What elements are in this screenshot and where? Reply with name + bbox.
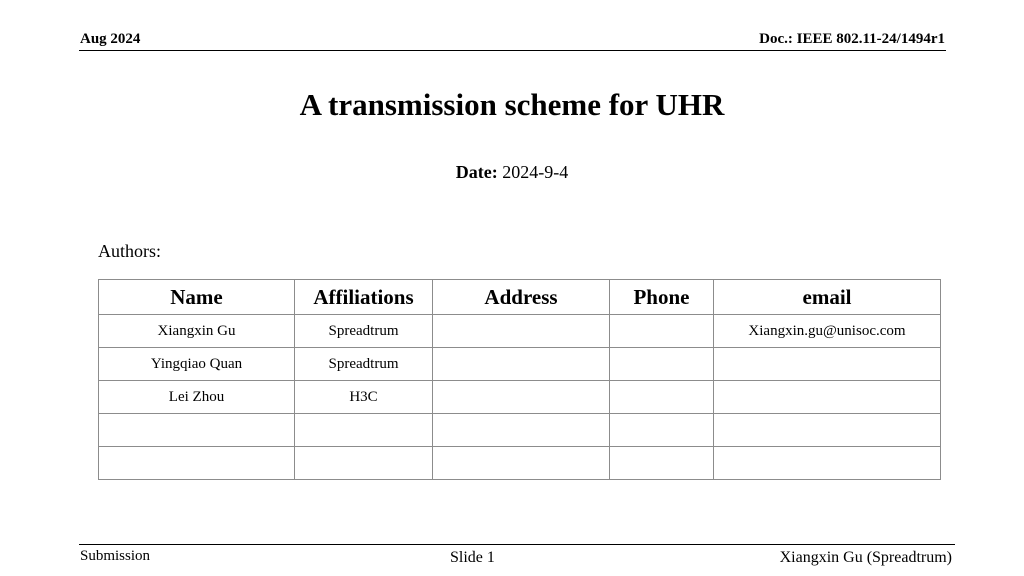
header-divider bbox=[79, 50, 946, 51]
header-date: Aug 2024 bbox=[80, 31, 141, 47]
footer-slide-number: Slide 1 bbox=[450, 549, 495, 566]
cell-address bbox=[433, 348, 610, 381]
cell-name: Lei Zhou bbox=[99, 381, 295, 414]
table-row bbox=[99, 447, 941, 480]
cell-phone bbox=[610, 414, 714, 447]
column-header-email: email bbox=[714, 280, 941, 315]
cell-affiliation: Spreadtrum bbox=[295, 348, 433, 381]
table-header-row bbox=[99, 280, 941, 315]
authors-table bbox=[98, 279, 941, 480]
cell-affiliation bbox=[295, 414, 433, 447]
date-line bbox=[0, 162, 1024, 183]
cell-email: Xiangxin.gu@unisoc.com bbox=[714, 315, 941, 348]
column-header-affiliations: Affiliations bbox=[295, 280, 433, 315]
cell-address bbox=[433, 315, 610, 348]
cell-email bbox=[714, 381, 941, 414]
column-header-address: Address bbox=[433, 280, 610, 315]
cell-name: Xiangxin Gu bbox=[99, 315, 295, 348]
cell-address bbox=[433, 381, 610, 414]
cell-affiliation: Spreadtrum bbox=[295, 315, 433, 348]
cell-phone bbox=[610, 348, 714, 381]
header-doc-id: Doc.: IEEE 802.11-24/1494r1 bbox=[759, 31, 945, 47]
cell-affiliation: H3C bbox=[295, 381, 433, 414]
authors-label: Authors: bbox=[98, 241, 161, 261]
footer-divider bbox=[79, 544, 955, 545]
table-row bbox=[99, 315, 941, 348]
table-row bbox=[99, 381, 941, 414]
cell-affiliation bbox=[295, 447, 433, 480]
column-header-name: Name bbox=[99, 280, 295, 315]
column-header-phone: Phone bbox=[610, 280, 714, 315]
cell-phone bbox=[610, 315, 714, 348]
table-row bbox=[99, 348, 941, 381]
footer-author: Xiangxin Gu (Spreadtrum) bbox=[779, 549, 952, 566]
cell-email bbox=[714, 447, 941, 480]
date-value: 2024-9-4 bbox=[502, 162, 569, 182]
table-row bbox=[99, 414, 941, 447]
cell-address bbox=[433, 447, 610, 480]
cell-phone bbox=[610, 447, 714, 480]
cell-name bbox=[99, 414, 295, 447]
cell-address bbox=[433, 414, 610, 447]
date-label: Date: bbox=[455, 162, 498, 182]
cell-email bbox=[714, 414, 941, 447]
cell-name bbox=[99, 447, 295, 480]
slide-title: A transmission scheme for UHR bbox=[299, 87, 725, 122]
footer-submission: Submission bbox=[80, 548, 151, 564]
cell-phone bbox=[610, 381, 714, 414]
cell-name: Yingqiao Quan bbox=[99, 348, 295, 381]
cell-email bbox=[714, 348, 941, 381]
